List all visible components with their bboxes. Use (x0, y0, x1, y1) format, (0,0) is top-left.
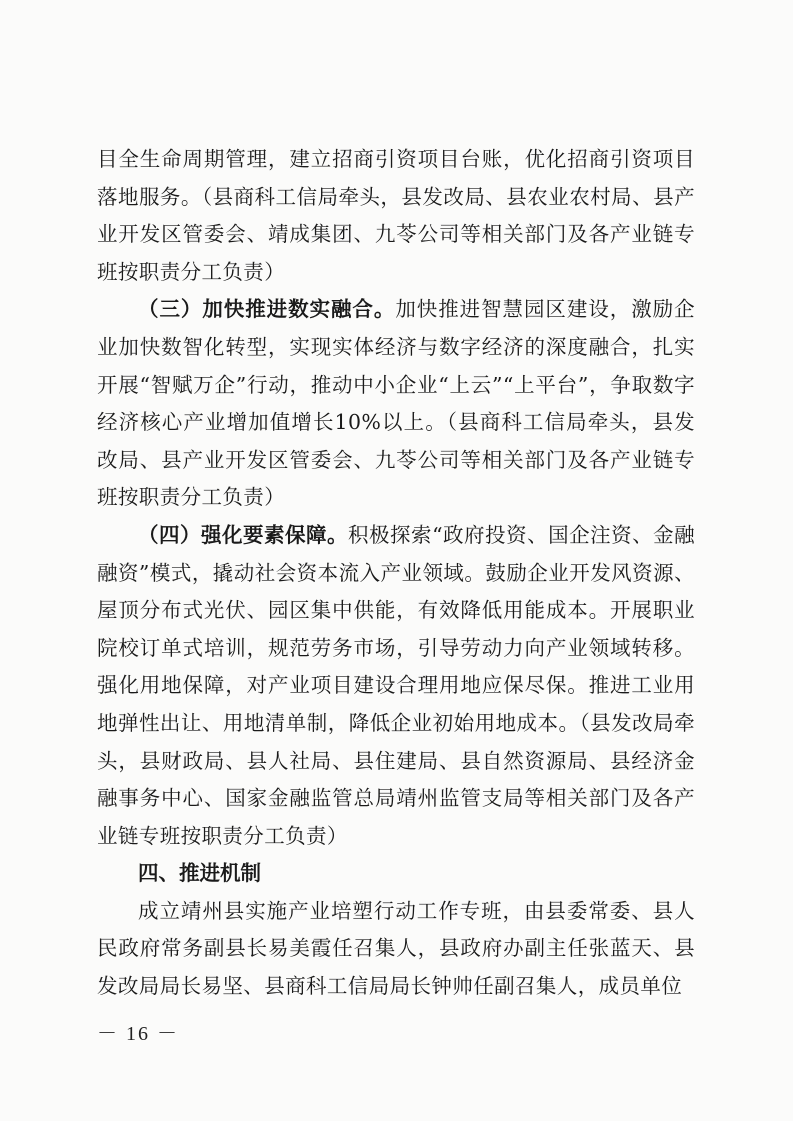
paragraph-factor-support (97, 517, 695, 855)
paragraph-digital-integration (97, 291, 695, 517)
paragraph-mechanism (97, 893, 695, 1006)
page-number: － 16 － (97, 1023, 179, 1045)
subsection-heading: （四）强化要素保障。 (138, 522, 349, 547)
document-body (97, 141, 695, 1006)
subsection-heading: （三）加快推进数实融合。 (138, 297, 396, 322)
paragraph-continuation (97, 141, 695, 291)
paragraph-text: 目全生命周期管理，建立招商引资项目台账，优化招商引资项目落地服务。（县商科工信局牵头，县发改局、县农业农村局、县产业开发区管委会、靖成集团、九苓公司等相关部门及各产业链专班按职责分工负责） (97, 147, 695, 284)
paragraph-text: 积极探索“政府投资、国企注资、金融融资”模式，撬动社会资本流入产业领域。鼓励企业开发风资源、屋顶分布式光伏、园区集中供能，有效降低用能成本。开展职业院校订单式培训，规范劳务市场，引导劳动力向产业领域转移。强化用地保障，对产业项目建设合理用地应保尽保。推进工业用地弹性出让、用地清单制，降低企业初始用地成本。（县发改局牵头，县财政局、县人社局、县住建局、县自然资源局、县经济金融事务中心、国家金融监管总局靖州监管支局等相关部门及各产业链专班按职责分工负责） (97, 522, 695, 848)
paragraph-text: 加快推进智慧园区建设，激励企业加快数智化转型，实现实体经济与数字经济的深度融合，扎实开展“智赋万企”行动，推动中小企业“上云”“上平台”，争取数字经济核心产业增加值增长10%以上。（县商科工信局牵头，县发改局、县产业开发区管委会、九苓公司等相关部门及各产业链专班按职责分工负责） (97, 297, 695, 510)
paragraph-text: 成立靖州县实施产业培塑行动工作专班，由县委常委、县人民政府常务副县长易美霞任召集人，县政府办副主任张蓝天、县发改局局长易坚、县商科工信局局长钟帅任副召集人，成员单位 (97, 898, 695, 999)
section-heading: 四、推进机制 (138, 861, 261, 886)
